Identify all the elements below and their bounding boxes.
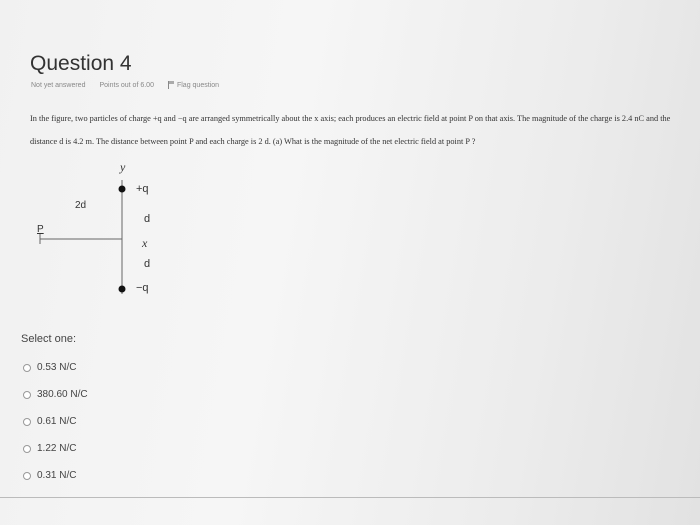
x-axis-label: x [142,236,148,250]
radio-button[interactable] [23,418,31,426]
charge-diagram [30,158,230,308]
flag-question-link[interactable] [168,81,219,89]
option-label: 0.61 N/C [37,416,77,427]
answer-options [23,354,88,489]
answer-status: Not yet answered [31,81,86,89]
option-label: 0.31 N/C [37,470,77,481]
flag-question-label: Flag question [176,81,219,89]
option-label: 380.60 N/C [37,389,88,400]
question-points: Points out of 6.00 [99,81,154,89]
radio-button[interactable] [23,472,31,480]
answer-option-1[interactable] [23,354,88,381]
minus-q-charge [119,286,126,293]
d-bottom-label: d [144,258,151,270]
diagram-lines [30,158,230,308]
minus-q-label: −q [136,282,149,294]
plus-q-label: +q [136,183,149,195]
radio-button[interactable] [23,391,31,399]
2d-label: 2d [75,200,87,211]
answer-option-5[interactable] [23,462,88,489]
select-one-label: Select one: [21,333,77,345]
plus-q-charge [119,186,126,193]
radio-button[interactable] [23,364,31,372]
d-top-label: d [144,213,151,225]
question-text: In the figure, two particles of charge +q and −q are arranged symmetrically about the x axis; each produces an electric field at point P on that axis. The magnitude of the charge is 2.4 nC and the distance d is 4.2 m. The distance between point P and each charge is 2 d. (a) What is the magnitude of the net electric field at point P ? [30,114,671,146]
option-label: 1.22 N/C [37,443,77,454]
radio-button[interactable] [23,445,31,453]
bottom-divider [0,497,700,498]
question-title: Question 4 [30,52,132,75]
answer-option-2[interactable] [23,381,88,408]
answer-option-4[interactable] [23,435,88,462]
option-label: 0.53 N/C [37,362,77,373]
answer-option-3[interactable] [23,408,88,435]
flag-icon [168,81,174,89]
y-axis-label: y [120,160,126,174]
point-p-label: P [37,224,44,235]
question-info [31,81,219,89]
